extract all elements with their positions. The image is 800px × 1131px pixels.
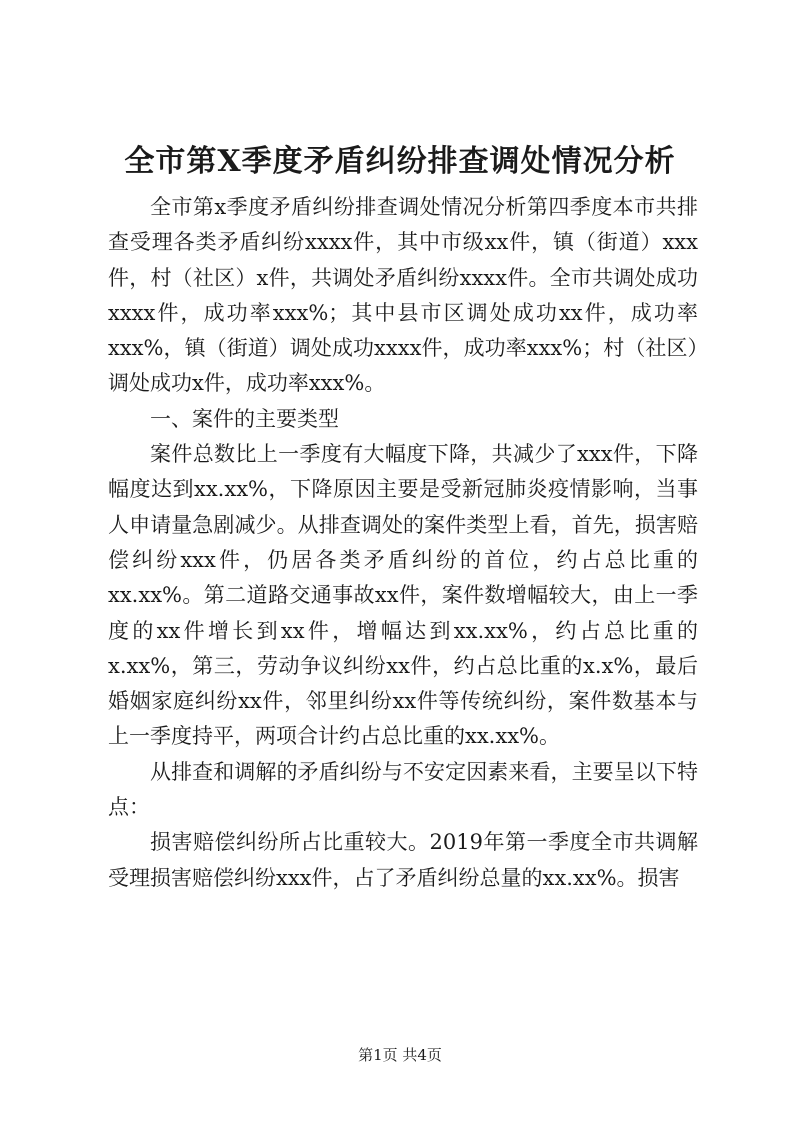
document-title: 全市第X季度矛盾纠纷排查调处情况分析 [124,144,676,179]
paragraph-characteristics: 从排查和调解的矛盾纠纷与不安定因素来看，主要呈以下特点： [108,759,698,820]
paragraph-intro: 全市第x季度矛盾纠纷排查调处情况分析第四季度本市共排查受理各类矛盾纠纷xxxx件，其中市级xx件，镇（街道）xxx件，村（社区）x件，共调处矛盾纠纷xxxx件。全市共调处成功xxxx件，成功率xxx%；其中县市区调处成功xx件，成功率xxx%，镇（街道）调处成功xxxx件，成功率xxx%；村（社区）调处成功x件，成功率xxx%。 [108,195,698,396]
paragraph-damages: 损害赔偿纠纷所占比重较大。2019年第一季度全市共调解受理损害赔偿纠纷xxx件，占了矛盾纠纷总量的xx.xx%。损害 [108,830,698,890]
paragraph-case-types: 案件总数比上一季度有大幅度下降，共减少了xxx件，下降幅度达到xx.xx%，下降原因主要是受新冠肺炎疫情影响，当事人申请量急剧减少。从排查调处的案件类型上看，首先，损害赔偿纠纷xxx件，仍居各类矛盾纠纷的首位，约占总比重的xx.xx%。第二道路交通事故xx件，案件数增幅较大，由上一季度的xx件增长到xx件，增幅达到xx.xx%，约占总比重的x.xx%，第三，劳动争议纠纷xx件，约占总比重的x.x%，最后婚姻家庭纠纷xx件，邻里纠纷xx件等传统纠纷，案件数基本与上一季度持平，两项合计约占总比重的xx.xx%。 [108,442,698,749]
section-heading: 一、案件的主要类型 [150,406,339,431]
page-number-footer: 第1页 共4页 [358,1046,442,1064]
document-body [108,190,698,896]
